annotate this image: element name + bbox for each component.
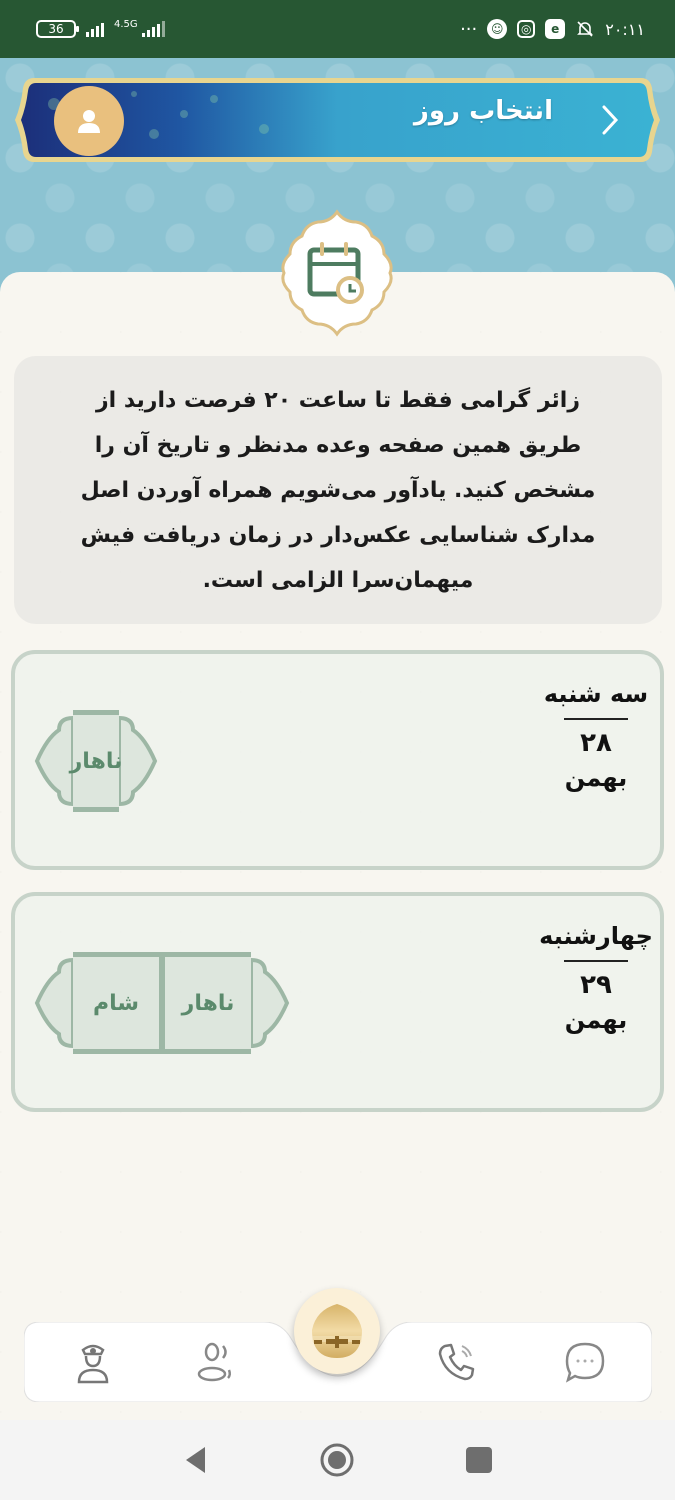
nav-users[interactable] bbox=[192, 1338, 242, 1386]
back-button[interactable] bbox=[595, 102, 625, 138]
notice-text: زائر گرامی فقط تا ساعت ۲۰ فرصت دارید از طریق همین صفحه وعده مدنظر و تاریخ آن را مشخص کنید. یادآور می‌شویم همراه آوردن اصل مدارک شناسایی عکس‌دار در زمان دریافت فیش میهمان‌سرا الزامی است. bbox=[80, 387, 596, 593]
avatar[interactable] bbox=[54, 86, 124, 156]
battery-icon bbox=[36, 20, 76, 38]
day-card-tuesday bbox=[11, 650, 664, 870]
meal-button-lunch[interactable] bbox=[69, 710, 123, 812]
day-info bbox=[539, 922, 653, 1034]
bell-muted-icon bbox=[575, 19, 595, 39]
clock: ۲۰:۱۱ bbox=[605, 19, 645, 39]
day-number: ۲۸ bbox=[580, 728, 612, 758]
status-bar bbox=[0, 0, 675, 58]
header-banner bbox=[14, 74, 661, 166]
phone-call-icon bbox=[435, 1340, 479, 1384]
face-app-icon: ☺ bbox=[487, 19, 507, 39]
ornament-left-icon bbox=[33, 710, 73, 812]
meal-button-dinner[interactable] bbox=[73, 952, 159, 1054]
day-month: بهمن bbox=[564, 1006, 628, 1034]
home-kaaba-button[interactable] bbox=[294, 1288, 380, 1374]
calendar-badge bbox=[272, 208, 402, 338]
day-number: ۲۹ bbox=[580, 970, 612, 1000]
nav-call[interactable] bbox=[432, 1338, 482, 1386]
recents-square-icon[interactable] bbox=[465, 1446, 493, 1474]
meal-options bbox=[33, 952, 291, 1054]
day-separator bbox=[564, 960, 628, 962]
status-right bbox=[460, 19, 645, 40]
nav-chat[interactable] bbox=[560, 1338, 610, 1386]
day-card-wednesday bbox=[11, 892, 664, 1112]
more-notifications-icon: ··· bbox=[460, 18, 478, 40]
user-icon bbox=[75, 107, 103, 135]
nav-servant[interactable] bbox=[68, 1338, 118, 1386]
instagram-icon: ◎ bbox=[517, 20, 535, 38]
meal-label: ناهار bbox=[69, 748, 123, 774]
back-triangle-icon[interactable] bbox=[183, 1445, 209, 1475]
status-left bbox=[36, 20, 165, 38]
network-type: 4.5G bbox=[114, 19, 138, 30]
meal-label: ناهار bbox=[181, 990, 235, 1016]
signal-icon bbox=[86, 21, 104, 37]
meal-label: شام bbox=[92, 990, 140, 1016]
system-navigation bbox=[0, 1420, 675, 1500]
kaaba-icon bbox=[306, 1300, 368, 1362]
notice-box bbox=[14, 356, 662, 624]
battery-level: 36 bbox=[48, 22, 64, 36]
calendar-clock-icon bbox=[272, 208, 402, 338]
chat-icon bbox=[563, 1340, 607, 1384]
e-app-icon: e bbox=[545, 19, 565, 39]
ornament-right-icon bbox=[251, 952, 291, 1054]
servant-icon bbox=[73, 1340, 113, 1384]
day-separator bbox=[564, 718, 628, 720]
page-title: انتخاب روز bbox=[413, 96, 553, 126]
ornament-right-icon bbox=[119, 710, 159, 812]
meal-button-lunch[interactable] bbox=[165, 952, 251, 1054]
day-month: بهمن bbox=[564, 764, 628, 792]
meal-options bbox=[33, 710, 159, 812]
ornament-left-icon bbox=[33, 952, 73, 1054]
signal-icon-2 bbox=[142, 21, 165, 37]
home-circle-icon[interactable] bbox=[319, 1442, 355, 1478]
day-name: سه شنبه bbox=[543, 680, 649, 708]
users-icon bbox=[195, 1340, 239, 1384]
day-info bbox=[543, 680, 649, 792]
chevron-right-icon bbox=[600, 104, 620, 136]
day-name: چهارشنبه bbox=[539, 922, 653, 950]
